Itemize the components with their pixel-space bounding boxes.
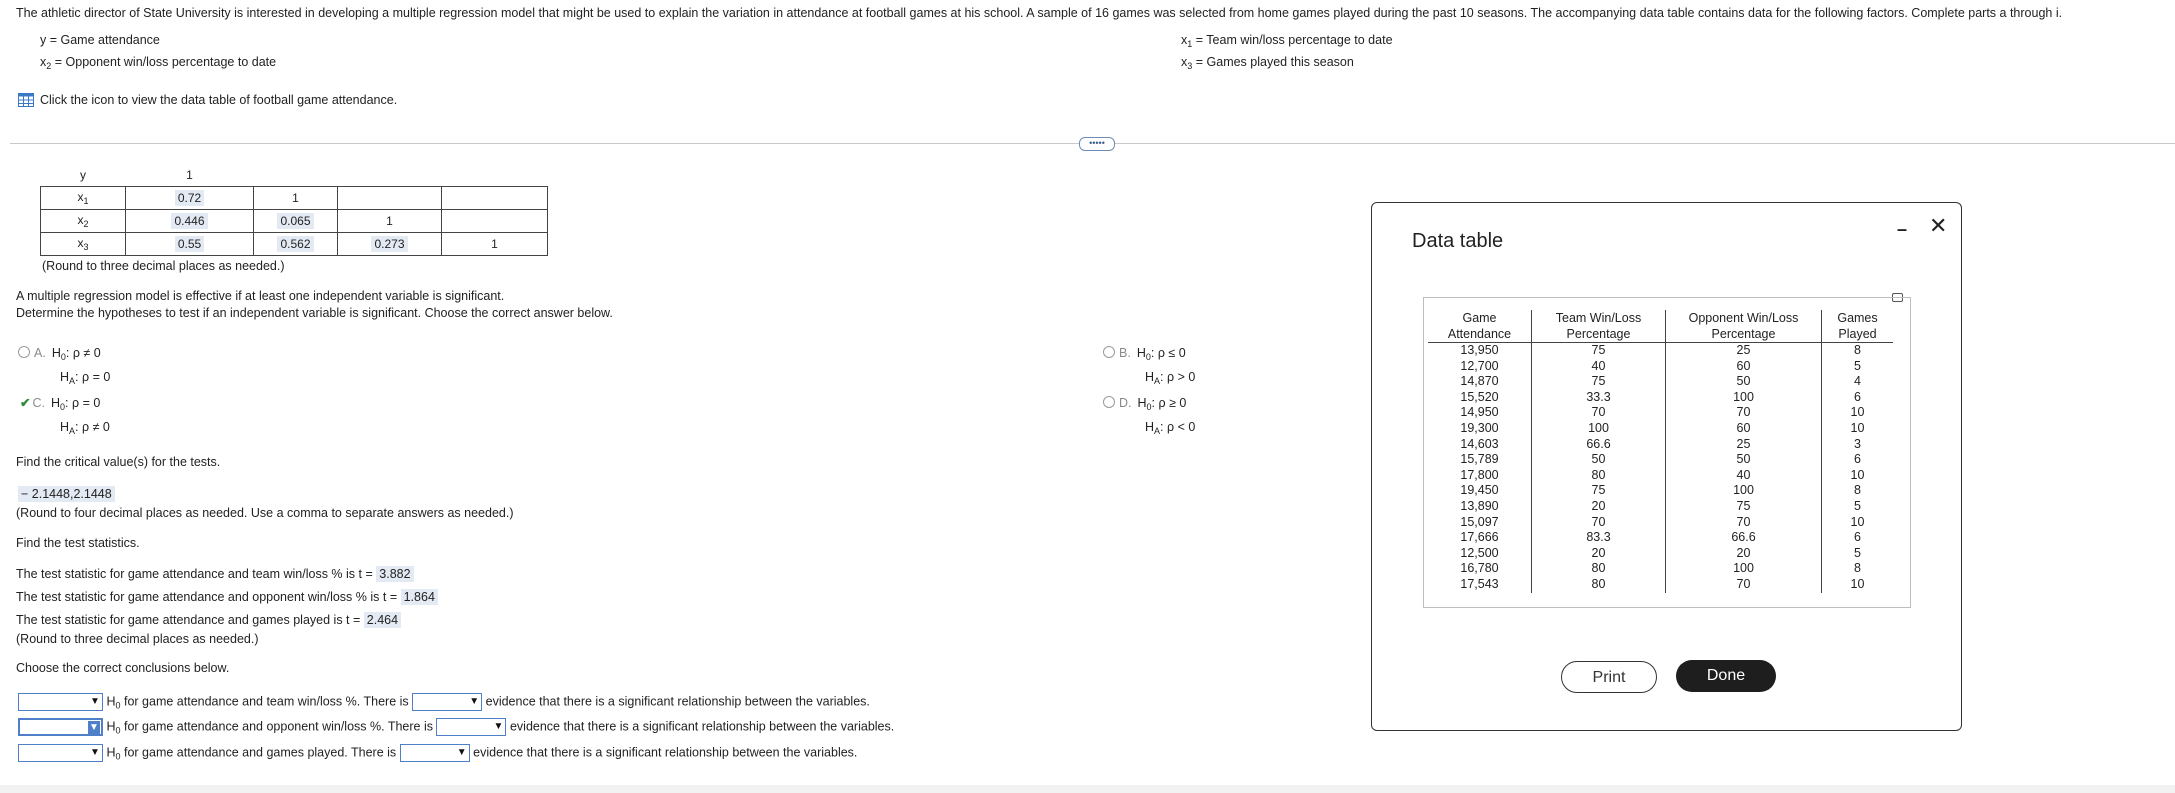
corr-row-y: y 1: [80, 168, 193, 182]
col-header-opp-winloss: Opponent Win/Loss Percentage: [1666, 310, 1822, 343]
corr-row-x3: $x_3$ 0.55 0.562 0.273 1: [41, 233, 548, 256]
table-row: [1428, 437, 1893, 453]
problem-intro: The athletic director of State University is interested in developing a multiple regression model that might be used to explain the variation in attendance at football games at his school. A sample of 16 games was selected from home games played during the past 10 seasons. The accompanying data table contains data for the following factors. Complete parts a through i.: [16, 6, 2063, 20]
table-cell: 6: [1854, 389, 1861, 404]
table-grid-icon[interactable]: [18, 93, 34, 107]
table-cell: 19,450: [1428, 483, 1532, 499]
teststat-line-2: The test statistic for game attendance and opponent win/loss % is t = 1.864: [16, 589, 438, 605]
table-cell: 75: [1532, 483, 1666, 499]
table-row: [1428, 405, 1893, 421]
table-row: [1428, 499, 1893, 515]
table-cell: 20: [1532, 546, 1666, 562]
corr-input-x3-y[interactable]: 0.55: [175, 236, 204, 252]
option-b[interactable]: B. $H_0$: ρ ≤ 0 $H_A$: ρ > 0: [1103, 343, 1195, 391]
decision-select-2[interactable]: ▼: [18, 718, 103, 736]
hyp-intro-2: Determine the hypotheses to test if an independent variable is significant. Choose the correct answer below.: [16, 306, 613, 320]
table-cell: 15,789: [1428, 452, 1532, 468]
table-row: [1428, 530, 1893, 546]
corr-input-x3-x2[interactable]: 0.273: [371, 236, 407, 252]
table-row: [1428, 561, 1893, 577]
conclusion-row-3: ▼ $H_0$ for game attendance and games played. There is ▼ evidence that there is a significant relationship between the variables.: [18, 744, 857, 762]
corr-input-x2-y[interactable]: 0.446: [171, 213, 207, 229]
table-cell: 13,890: [1428, 499, 1532, 515]
teststat-value-2[interactable]: 1.864: [401, 589, 438, 605]
option-d[interactable]: D. $H_0$: ρ ≥ 0 $H_A$: ρ < 0: [1103, 393, 1195, 441]
footer-bar: [0, 785, 2175, 793]
teststat-line-1: The test statistic for game attendance and team win/loss % is t = 3.882: [16, 566, 414, 582]
table-cell: 4: [1854, 374, 1861, 389]
table-cell: 15,097: [1428, 515, 1532, 531]
table-cell: 70: [1532, 515, 1666, 531]
table-cell: 80: [1532, 561, 1666, 577]
correct-check-icon: ✔: [20, 396, 31, 410]
option-a-radio[interactable]: [18, 346, 30, 358]
evidence-select-1[interactable]: ▼: [412, 693, 482, 711]
critical-answer[interactable]: − 2.1448,2.1448: [18, 486, 115, 502]
table-row: [1428, 483, 1893, 499]
corr-input-x3-x1[interactable]: 0.562: [277, 236, 313, 252]
teststat-value-1[interactable]: 3.882: [376, 566, 413, 582]
table-row: [1428, 390, 1893, 406]
table-cell: 50: [1666, 374, 1822, 390]
table-cell: 6: [1854, 452, 1861, 467]
table-cell: 17,666: [1428, 530, 1532, 546]
corr-row-x2: $x_2$ 0.446 0.065 1: [41, 210, 548, 233]
done-button[interactable]: Done: [1676, 660, 1776, 692]
table-cell: 70: [1532, 405, 1666, 421]
table-cell: 25: [1666, 437, 1822, 453]
table-cell: 20: [1666, 546, 1822, 562]
conclusion-row-1: ▼ $H_0$ for game attendance and team win/loss %. There is ▼ evidence that there is a significant relationship between the variables.: [18, 693, 870, 711]
table-cell: 8: [1854, 343, 1861, 357]
table-cell: 60: [1666, 421, 1822, 437]
teststat-prompt: Find the test statistics.: [16, 536, 140, 550]
corr-input-x1-y[interactable]: 0.72: [175, 190, 204, 206]
table-cell: 100: [1666, 390, 1822, 406]
table-cell: 70: [1666, 405, 1822, 421]
table-cell: 75: [1666, 499, 1822, 515]
correlation-matrix: [40, 164, 548, 256]
minimize-icon[interactable]: –: [1897, 219, 1908, 239]
var-y: y = Game attendance: [40, 33, 160, 47]
table-cell: 66.6: [1666, 530, 1822, 546]
table-row: [1428, 452, 1893, 468]
table-row: [1428, 374, 1893, 390]
table-row: [1428, 577, 1893, 593]
table-row: [1428, 468, 1893, 484]
table-cell: 25: [1666, 343, 1822, 359]
table-cell: 80: [1532, 577, 1666, 593]
table-cell: 50: [1532, 452, 1666, 468]
table-cell: 3: [1854, 436, 1861, 451]
teststat-line-3: The test statistic for game attendance and games played is t = 2.464: [16, 612, 401, 628]
data-table-header: [1428, 310, 1893, 343]
table-row: [1428, 515, 1893, 531]
option-b-radio[interactable]: [1103, 346, 1115, 358]
table-row: [1428, 359, 1893, 375]
table-row: [1428, 546, 1893, 562]
critical-note: (Round to four decimal places as needed. Use a comma to separate answers as needed.): [16, 506, 514, 520]
var-x2: $x_2$ = Opponent win/loss percentage to date: [40, 55, 277, 71]
data-table: [1428, 310, 1893, 593]
table-cell: 40: [1666, 468, 1822, 484]
table-cell: 12,700: [1428, 359, 1532, 375]
table-cell: 5: [1854, 498, 1861, 513]
conclusion-row-2: ▼ $H_0$ for game attendance and opponent win/loss %. There is ▼ evidence that there is a significant relationship between the variables.: [18, 718, 894, 736]
option-d-radio[interactable]: [1103, 396, 1115, 408]
var-x1: $x_1$ = Team win/loss percentage to date: [1181, 33, 1393, 49]
table-cell: 17,543: [1428, 577, 1532, 593]
table-cell: 14,603: [1428, 437, 1532, 453]
evidence-select-3[interactable]: ▼: [400, 744, 470, 762]
table-cell: 17,800: [1428, 468, 1532, 484]
table-cell: 8: [1854, 561, 1861, 576]
table-cell: 70: [1666, 515, 1822, 531]
col-header-games-played: Games Played: [1822, 310, 1894, 343]
table-cell: 40: [1532, 359, 1666, 375]
corr-round-note: (Round to three decimal places as needed.): [42, 259, 285, 273]
decision-select-3[interactable]: ▼: [18, 744, 103, 762]
table-cell: 83.3: [1532, 530, 1666, 546]
conclusion-prompt: Choose the correct conclusions below.: [16, 661, 230, 675]
table-cell: 100: [1532, 421, 1666, 437]
table-cell: 5: [1854, 545, 1861, 560]
table-cell: 75: [1532, 374, 1666, 390]
corr-input-x2-x1[interactable]: 0.065: [277, 213, 313, 229]
critical-prompt: Find the critical value(s) for the tests.: [16, 455, 221, 469]
teststat-value-3[interactable]: 2.464: [364, 612, 401, 628]
option-c[interactable]: ✔ C. $H_0$: ρ = 0 $H_A$: ρ ≠ 0: [20, 396, 110, 436]
table-cell: 10: [1850, 420, 1865, 435]
table-cell: 6: [1854, 530, 1861, 545]
hyp-intro-1: A multiple regression model is effective if at least one independent variable is significant.: [16, 289, 505, 303]
table-cell: 14,950: [1428, 405, 1532, 421]
table-cell: 100: [1666, 561, 1822, 577]
table-cell: 60: [1666, 359, 1822, 375]
table-cell: 80: [1532, 468, 1666, 484]
table-cell: 12,500: [1428, 546, 1532, 562]
table-cell: 33.3: [1532, 390, 1666, 406]
table-cell: 13,950: [1428, 343, 1532, 359]
table-cell: 14,870: [1428, 374, 1532, 390]
var-x3: $x_3$ = Games played this season: [1181, 55, 1354, 71]
corr-row-x1: $x_1$ 0.72 1: [41, 187, 548, 210]
table-row: [1428, 343, 1893, 359]
table-cell: 66.6: [1532, 437, 1666, 453]
expand-button[interactable]: •••••: [1079, 137, 1115, 151]
table-cell: 8: [1854, 483, 1861, 498]
table-cell: 15,520: [1428, 390, 1532, 406]
table-cell: 10: [1850, 467, 1865, 482]
col-header-attendance: Game Attendance: [1428, 310, 1532, 343]
table-cell: 19,300: [1428, 421, 1532, 437]
table-cell: 10: [1850, 514, 1865, 529]
teststat-note: (Round to three decimal places as needed.): [16, 632, 259, 646]
print-button[interactable]: Print: [1561, 661, 1657, 693]
table-cell: 50: [1666, 452, 1822, 468]
option-a[interactable]: A. $H_0$: ρ ≠ 0 $H_A$: ρ = 0: [18, 343, 110, 391]
table-cell: 5: [1854, 358, 1861, 373]
table-cell: 75: [1532, 343, 1666, 359]
table-cell: 10: [1850, 405, 1865, 420]
table-cell: 70: [1666, 577, 1822, 593]
decision-select-1[interactable]: ▼: [18, 693, 103, 711]
table-cell: 16,780: [1428, 561, 1532, 577]
data-table-link[interactable]: [18, 93, 397, 107]
close-icon[interactable]: ✕: [1929, 213, 1948, 238]
table-row: [1428, 421, 1893, 437]
table-cell: 20: [1532, 499, 1666, 515]
data-table-link-text[interactable]: Click the icon to view the data table of football game attendance.: [40, 93, 398, 107]
evidence-select-2[interactable]: ▼: [436, 718, 506, 736]
table-cell: 10: [1850, 576, 1865, 591]
modal-title: Data table: [1412, 230, 1504, 252]
col-header-team-winloss: Team Win/Loss Percentage: [1532, 310, 1666, 343]
table-cell: 100: [1666, 483, 1822, 499]
